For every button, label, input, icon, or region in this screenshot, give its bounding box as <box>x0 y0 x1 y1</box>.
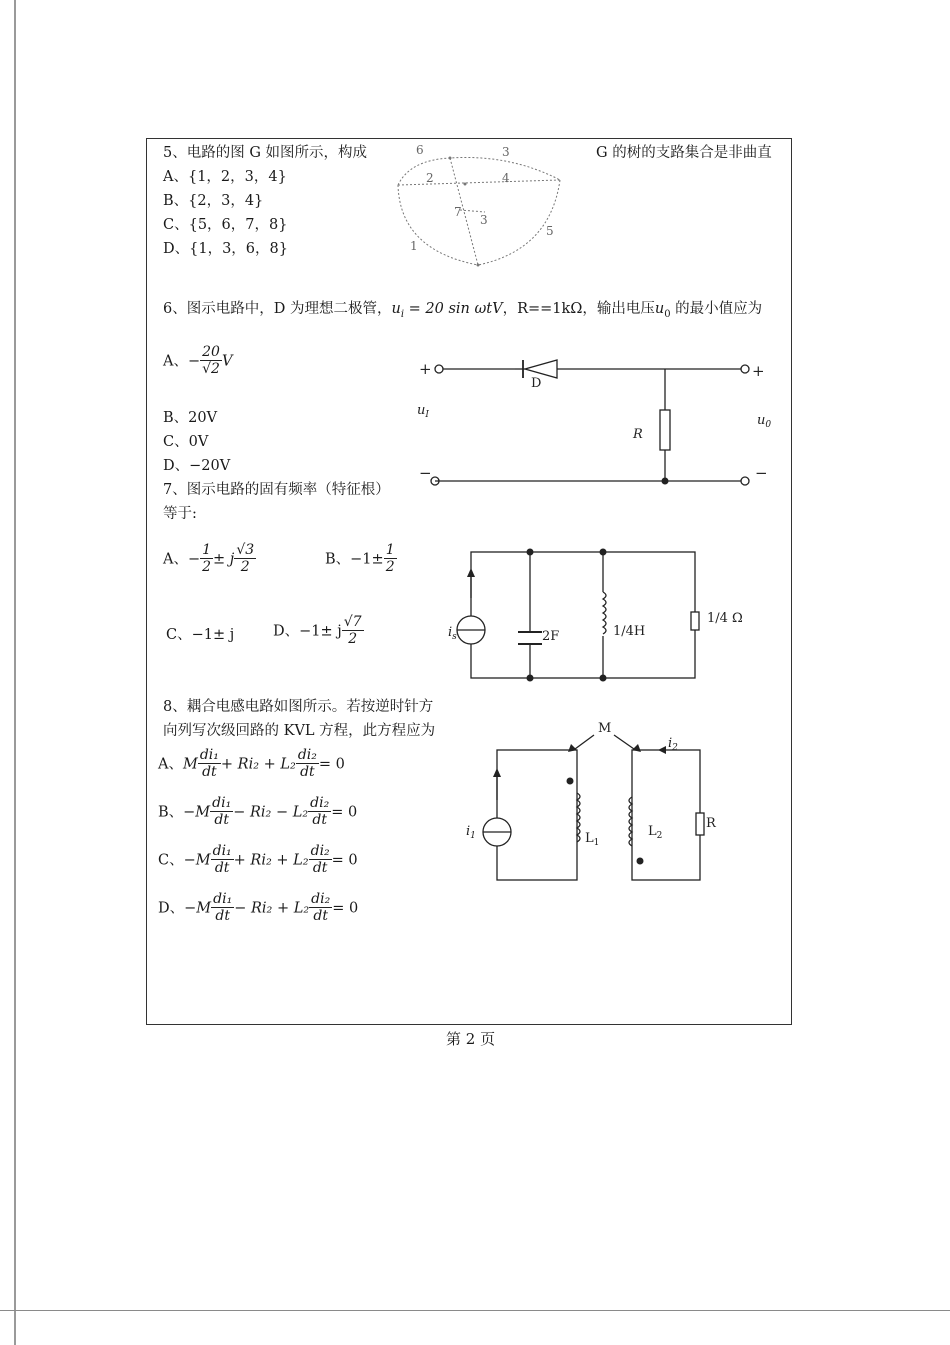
q6-u0-sub: 0 <box>664 308 671 320</box>
scan-edge-left <box>14 0 16 1345</box>
q8-l2-label: $L_2$ <box>648 824 663 841</box>
q5-option-a: A、{1，2，3，4} <box>163 169 287 185</box>
scan-edge-bottom <box>0 1310 950 1311</box>
q6-u0: u <box>654 301 665 317</box>
q7-l-label: 1/4H <box>613 624 646 639</box>
q8-r-label: R <box>706 816 716 831</box>
q8-b-mid: − Ri₂ − L₂ <box>233 804 309 821</box>
q8-a-post: = 0 <box>318 756 345 773</box>
q5-graph-label-5: 5 <box>546 224 554 238</box>
q7-b-frac-den: 2 <box>385 559 395 576</box>
q5-option-c: C、{5，6，7，8} <box>163 217 288 233</box>
q8-d-pre: D、 <box>158 900 185 917</box>
q8-d-frac1-den: dt <box>215 908 230 925</box>
q6-uo-label: $u_0$ <box>757 413 772 430</box>
q6-option-d: D、−20V <box>163 458 231 474</box>
q8-i2-label: $i_2$ <box>668 736 678 753</box>
q5-graph-label-1: 1 <box>410 239 418 253</box>
q6-stem-a: 6、图示电路中，D 为理想二极管， <box>163 301 392 317</box>
q5-graph-diagram <box>390 140 580 275</box>
q5-graph-label-3a: 3 <box>502 145 510 159</box>
q6-eq-rhs: = 20 sin ωtV <box>404 301 503 317</box>
q8-b-post: = 0 <box>331 804 358 821</box>
q8-a-mid: + Ri₂ + L₂ <box>220 756 296 773</box>
q6-option-a-prefix: A、− <box>163 353 201 370</box>
q8-d-post: = 0 <box>332 900 359 917</box>
q6-option-a-unit: V <box>221 353 233 370</box>
q7-a-frac1-num: 1 <box>202 542 212 558</box>
q6-minus-left: − <box>419 464 432 482</box>
q8-c-pre: C、 <box>158 852 184 869</box>
q7-d-frac-den: 2 <box>348 631 358 648</box>
q8-b-pre: B、 <box>158 804 184 821</box>
q8-a-pre: A、 <box>158 756 183 773</box>
q5-graph-label-6: 6 <box>416 143 424 157</box>
q8-c-s1: −M <box>183 852 211 869</box>
q6-plus-left: + <box>419 360 432 378</box>
q6-option-b: B、20V <box>163 410 218 426</box>
q7-a-frac2-num: √3 <box>236 542 255 558</box>
q8-option-a <box>158 748 345 780</box>
q7-d-frac-num: √7 <box>343 614 362 630</box>
q5-stem-left: 5、电路的图 G 如图所示，构成 <box>163 145 368 161</box>
q6-diode-label: D <box>531 376 542 391</box>
q7-r-label: 1/4 Ω <box>707 611 743 626</box>
q6-eq-u: u <box>391 301 401 317</box>
q6-option-a <box>163 345 232 377</box>
q8-c-frac2-den: dt <box>312 860 328 877</box>
q8-a-frac1-den: dt <box>202 764 217 781</box>
q7-option-b <box>325 543 397 575</box>
q8-a-frac2-den: dt <box>300 764 315 781</box>
q8-c-post: = 0 <box>331 852 358 869</box>
q8-c-frac1-den: dt <box>214 860 230 877</box>
q7-rlc-circuit <box>440 540 760 690</box>
q8-option-c <box>158 844 358 876</box>
q7-a-mid: ± j <box>213 551 235 568</box>
q8-b-s1: −M <box>183 804 211 821</box>
q7-b-frac-num: 1 <box>385 542 395 558</box>
q8-m-label: M <box>598 721 612 736</box>
q6-option-a-den: √2 <box>202 361 220 378</box>
q8-c-frac1-num: di₁ <box>212 843 232 859</box>
q8-d-frac2-num: di₂ <box>311 891 331 907</box>
q6-eq-sub: i <box>400 308 405 320</box>
q7-a-frac1-den: 2 <box>202 559 212 576</box>
q6-plus-right: + <box>752 362 765 380</box>
q7-a-frac2-den: 2 <box>240 559 250 576</box>
q7-option-d <box>273 615 364 647</box>
q8-c-frac2-num: di₂ <box>310 843 330 859</box>
q8-b-frac2-num: di₂ <box>310 795 330 811</box>
q8-b-frac1-num: di₁ <box>212 795 232 811</box>
q8-coupled-inductor-circuit <box>460 715 740 890</box>
q7-b-prefix: B、−1± <box>325 551 384 568</box>
q7-is-label: $i_s$ <box>448 625 457 642</box>
q7-option-a <box>163 543 256 575</box>
q6-option-a-num: 20 <box>202 344 220 360</box>
q8-d-mid: − Ri₂ + L₂ <box>234 900 310 917</box>
q6-option-c: C、0V <box>163 434 209 450</box>
q8-option-d <box>158 892 358 924</box>
q7-stem-1: 7、图示电路的固有频率（特征根） <box>163 482 390 498</box>
q8-b-frac1-den: dt <box>214 812 229 829</box>
q6-diode-circuit <box>415 350 775 495</box>
q5-graph-label-3b: 3 <box>480 213 488 227</box>
q6-r-label: R <box>633 427 643 442</box>
q8-a-frac1-num: di₁ <box>199 747 219 763</box>
q6-stem <box>163 302 762 320</box>
q8-d-frac1-num: di₁ <box>213 891 233 907</box>
q5-graph-label-7: 7 <box>454 205 462 219</box>
q8-l1-label: $L_1$ <box>585 831 600 848</box>
q6-minus-right: − <box>755 464 768 482</box>
q8-d-s1: −M <box>184 900 212 917</box>
q5-stem-right: G 的树的支路集合是非曲直 <box>596 145 772 161</box>
q8-a-s1: M <box>182 756 198 773</box>
q8-a-frac2-num: di₂ <box>297 747 317 763</box>
q8-b-frac2-den: dt <box>312 812 327 829</box>
q5-graph-label-2: 2 <box>426 171 434 185</box>
q6-ui-label: $u_I$ <box>417 403 429 420</box>
q6-stem-b: ，R==1kΩ，输出电压 <box>502 301 655 317</box>
q5-option-b: B、{2，3，4} <box>163 193 264 209</box>
q8-c-mid: + Ri₂ + L₂ <box>233 852 309 869</box>
q7-d-prefix: D、−1± j <box>273 623 342 640</box>
q7-stem-2: 等于: <box>163 506 197 522</box>
q7-c-label: 2F <box>542 629 560 644</box>
q7-a-prefix: A、− <box>163 551 201 568</box>
q8-d-frac2-den: dt <box>313 908 328 925</box>
q6-stem-c: 的最小值应为 <box>670 301 763 317</box>
q8-option-b <box>158 796 357 828</box>
page-number: 第 2 页 <box>446 1030 496 1048</box>
q5-option-d: D、{1，3，6，8} <box>163 241 288 257</box>
q8-i1-label: $i_1$ <box>466 824 476 841</box>
q7-option-c: C、−1± j <box>166 627 235 643</box>
q5-graph-label-4: 4 <box>502 171 510 185</box>
q8-stem-2: 向列写次级回路的 KVL 方程，此方程应为 <box>163 723 436 739</box>
q8-stem-1: 8、耦合电感电路如图所示。若按逆时针方 <box>163 699 434 715</box>
